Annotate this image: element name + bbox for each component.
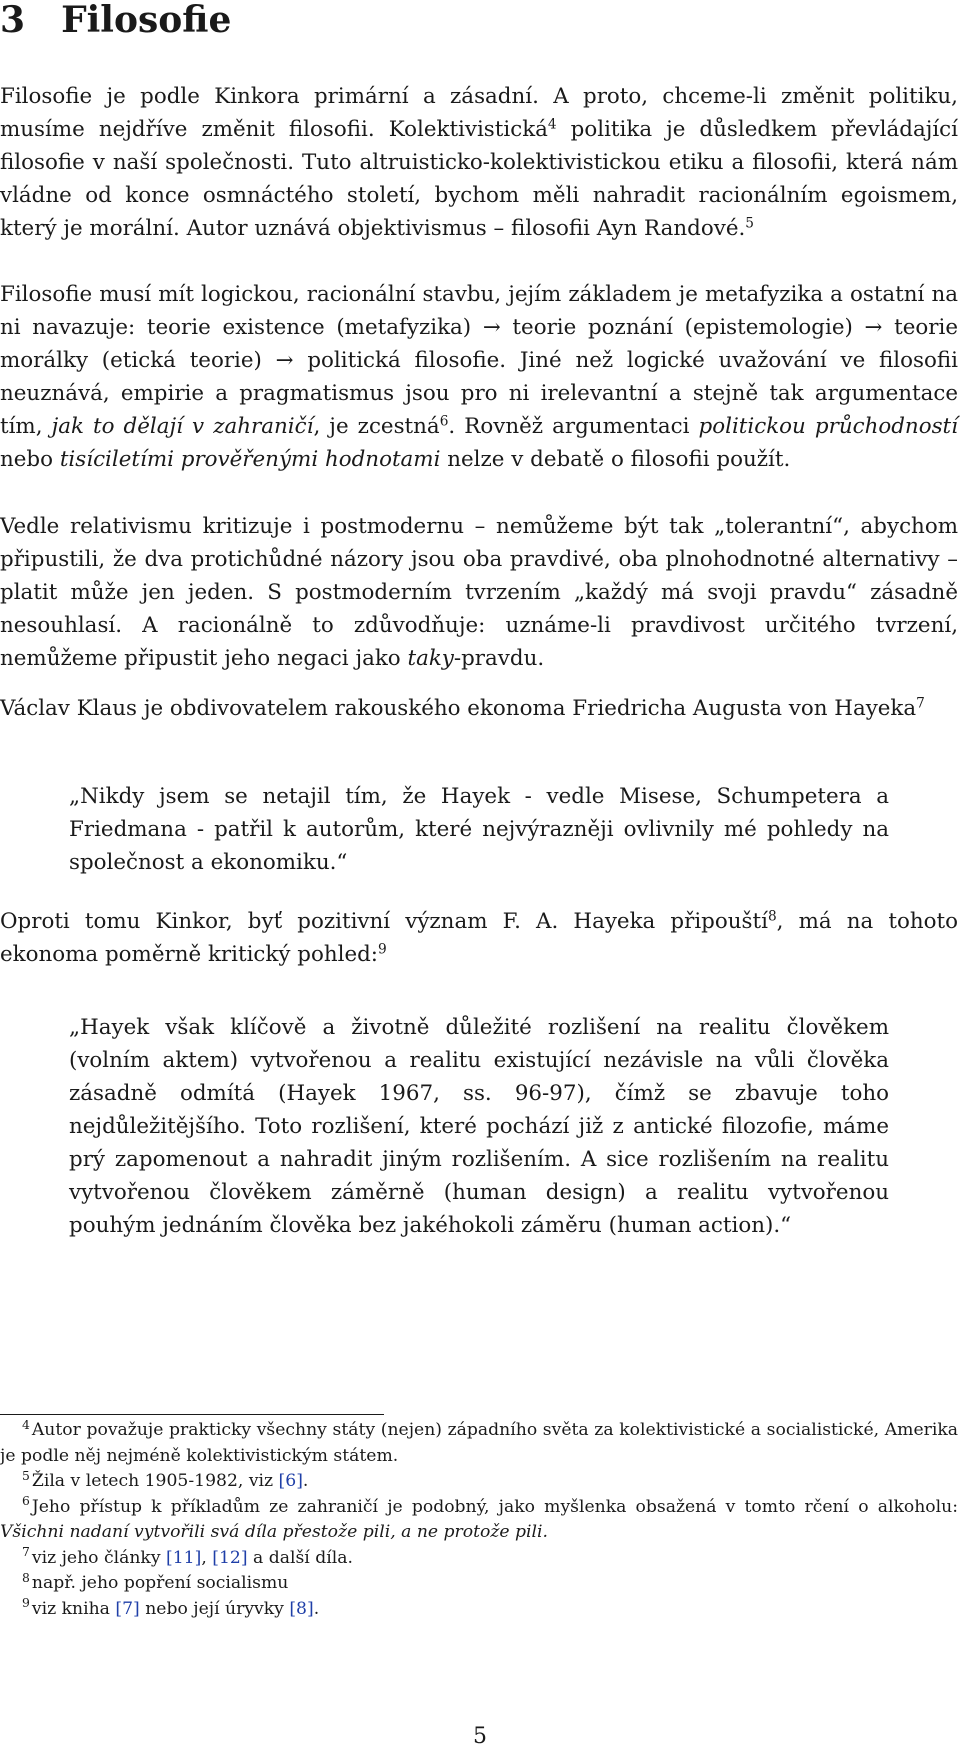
blockquote-kinkor: „Hayek však klíčově a životně důležité rozlišení na realitu člověkem (volním aktem) vytvořenou a realitu existující nezávisle na vůli člověka zásadně odmítá (Hayek 1967, ss. 96-97), čímž se zbavuje toho nejdůležitějšího. Toto rozlišení, které pochází již z antické filozofie, máme prý zapomenout a nahradit jiným rozlišením. A sice rozlišením na realitu vytvořenou člověkem záměrně (human design) a realitu vytvořenou pouhým jednáním člověka bez jakéhokoli záměru (human action).“ [69, 1015, 889, 1238]
footnote-8 [0, 1571, 958, 1597]
footnote-text: např. jeho popření socialismu [31, 1573, 289, 1593]
paragraph-1 [0, 80, 958, 245]
section-title: Filosofie [61, 0, 232, 41]
paragraph-text: nelze v debatě o filosofii použít. [440, 447, 791, 472]
footnotes-list [0, 1418, 958, 1622]
paragraph-text: Václav Klaus je obdivovatelem rakouského ekonoma Friedricha Augusta von Hayeka [0, 696, 917, 721]
footnote-text: Žila v letech 1905-1982, viz [31, 1471, 279, 1491]
footnote-marker: 5 [22, 1468, 30, 1483]
paragraph-text: Filosofie musí mít logickou, racionální stavbu, jejím základem je metafyzika a ostatní na ni navazuje: teorie existence (metafyzika) → teorie poznání (epistemologie) → teorie morálky (etická teorie) → politická filosofie. Jiné než logické uvažování ve filosofii neuznává, empirie a pragmatismus jsou pro ni irelevantní a stejně tak argumentace tím, [0, 282, 958, 439]
footnote-ref-9[interactable]: 9 [378, 941, 387, 958]
footnote-text: viz jeho články [31, 1547, 167, 1568]
paragraph-2 [0, 278, 958, 476]
footnote-text: Autor považuje prakticky všechny státy (nejen) západního světa za kolektivistické a socialistické, Amerika je podle něj nejméně kolektivistickým státem. [0, 1420, 958, 1466]
paragraph-4 [0, 692, 958, 725]
footnote-marker: 8 [22, 1570, 30, 1585]
footnote-divider [0, 1414, 384, 1415]
footnote-ref-6[interactable]: 6 [439, 413, 449, 430]
paragraph-text: . Rovněž argumentaci [448, 414, 699, 439]
paragraph-text: Vedle relativismu kritizuje i postmodernu – nemůžeme být tak „tolerantní“, abychom připustili, že dva protichůdné názory jsou oba pravdivé, oba plnohodnotné alternativy – platit může jen jeden. S postmoderním tvrzením „každý má svoji pravdu“ zásadně nesouhlasí. A racionálně to zdůvodňuje: uznáme-li pravdivost určitého tvrzení, nemůžeme připustit jeho negaci jako [0, 514, 958, 671]
paragraph-text: politika je důsledkem převládající filosofie v naší společnosti. Tuto altruisticko-kolektivistickou etiku a filosofii, která nám vládne od konce osmnáctého století, bychom měli nahradit racionálním egoismem, který je morální. Autor uznává objektivismus – filosofii Ayn Randové. [0, 117, 959, 241]
citation-link[interactable]: [8] [289, 1598, 314, 1619]
footnote-marker: 7 [22, 1545, 30, 1560]
paragraph-5 [0, 905, 958, 971]
paragraph-text: -pravdu. [453, 646, 545, 671]
paragraph-text: , je zcestná [313, 414, 440, 439]
page-number: 5 [473, 1724, 487, 1749]
footnote-text: nebo její úryvky [139, 1598, 290, 1619]
paragraph-text: nebo [0, 447, 60, 472]
footnote-5 [0, 1469, 958, 1495]
section-heading [0, 0, 231, 40]
emphasis-text: tisíciletími prověřenými hodnotami [59, 447, 441, 472]
emphasis-text: taky [407, 646, 454, 671]
footnote-ref-7[interactable]: 7 [916, 695, 925, 712]
section-number: 3 [0, 0, 26, 41]
footnote-ref-4[interactable]: 4 [547, 116, 557, 133]
emphasis-text: jak to dělají v zahraničí [51, 414, 314, 439]
footnote-ref-8[interactable]: 8 [767, 908, 777, 925]
footnote-ref-5[interactable]: 5 [745, 215, 754, 232]
footnote-text: , [201, 1547, 213, 1568]
footnote-marker: 9 [22, 1596, 30, 1611]
citation-link[interactable]: [7] [115, 1598, 140, 1619]
footnote-marker: 6 [22, 1494, 30, 1509]
footnote-emphasis: Všichni nadaní vytvořili svá díla přestože pili, a ne protože pili. [0, 1522, 549, 1542]
paragraph-3 [0, 510, 958, 675]
footnote-text: Jeho přístup k příkladům ze zahraničí je podobný, jako myšlenka obsažená v tomto rčení o alkoholu: [31, 1496, 958, 1517]
footnote-9 [0, 1597, 958, 1623]
paragraph-text: Filosofie je podle Kinkora primární a zásadní. A proto, chceme-li změnit politiku, musíme nejdříve změnit filosofii. Kolektivistická [0, 84, 958, 142]
footnote-text: . [302, 1471, 309, 1491]
footnote-text: . [313, 1598, 320, 1619]
footnote-7 [0, 1546, 958, 1572]
paragraph-text: , má na tohoto ekonoma poměrně kritický pohled: [0, 909, 958, 967]
emphasis-text: politickou průchodností [698, 414, 958, 439]
footnote-marker: 4 [22, 1417, 30, 1432]
footnote-6 [0, 1495, 958, 1546]
citation-link[interactable]: [6] [278, 1471, 303, 1491]
citation-link[interactable]: [12] [212, 1547, 248, 1568]
footnote-4 [0, 1418, 958, 1469]
paragraph-text: Oproti tomu Kinkor, byť pozitivní význam F. A. Hayeka připouští [0, 909, 768, 934]
footnote-text: a další díla. [247, 1547, 353, 1568]
blockquote-klaus: „Nikdy jsem se netajil tím, že Hayek - vedle Misese, Schumpetera a Friedmana - patřil k autorům, které nejvýrazněji ovlivnily mé pohledy na společnost a ekonomiku.“ [69, 784, 889, 875]
citation-link[interactable]: [11] [166, 1547, 202, 1568]
footnote-text: viz kniha [31, 1598, 116, 1619]
